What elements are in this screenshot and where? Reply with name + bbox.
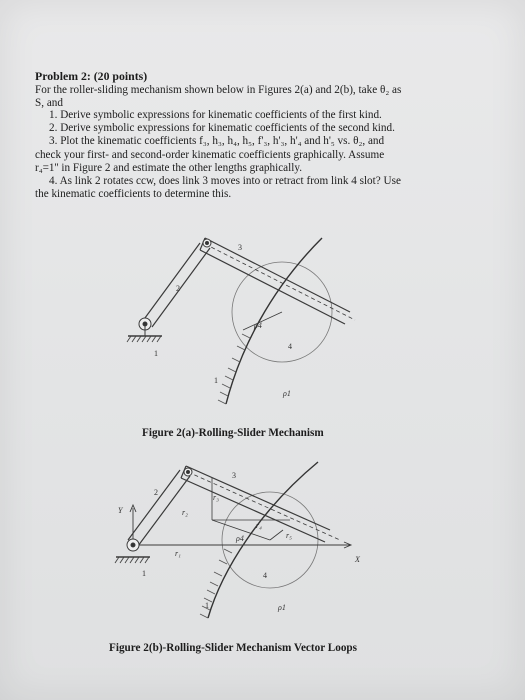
figure-2a-caption: Figure 2(a)-Rolling-Slider Mechanism: [142, 427, 324, 439]
fig-b-label-x: X: [355, 555, 360, 564]
fig-b-label-rho1: ρ1: [278, 603, 286, 612]
item-4-line-2: the kinematic coefficients to determine this.: [35, 188, 232, 201]
fig-a-label-2: 2: [176, 284, 180, 293]
item-4-line-1: 4. As link 2 rotates ccw, does link 3 moves into or retract from link 4 slot? Use: [49, 175, 401, 188]
fig-b-label-4: 4: [263, 571, 267, 580]
fig-b-label-r3: r₃: [213, 493, 219, 502]
fig-b-label-2: 2: [154, 488, 158, 497]
fig-b-label-r2: r₂: [182, 508, 188, 517]
fig-b-label-y: Y: [118, 506, 123, 515]
fig-b-label-3: 3: [232, 471, 236, 480]
intro-line-1: For the roller-sliding mechanism shown below in Figures 2(a) and 2(b), take θ₂ as: [35, 84, 402, 96]
problem-title: Problem 2: (20 points): [35, 69, 148, 83]
fig-b-label-rho4: ρ4: [236, 534, 244, 543]
fig-a-label-rho1: ρ1: [283, 389, 291, 398]
item-2-line-1: 2. Derive symbolic expressions for kinematic coefficients of the second kind.: [49, 122, 395, 135]
fig-b-label-r4: r₄: [256, 521, 262, 530]
fig-b-label-1b: 1: [205, 601, 209, 610]
ground-curve-b: [208, 462, 318, 618]
fig-a-label-rho4: ρ4: [254, 321, 262, 330]
item-3-line-2: check your first- and second-order kinematic coefficients graphically. Assume: [35, 148, 385, 161]
fig-b-label-r1: r₁: [175, 549, 181, 558]
figure-2b-caption: Figure 2(b)-Rolling-Slider Mechanism Vector Loops: [109, 642, 357, 654]
item-3-line-1: 3. Plot the kinematic coefficients f₃, h₃, h₄, h₅, f'₃, h'₃, h'₄ and h'₅ vs. θ₂, and: [49, 135, 385, 148]
fig-a-label-1b: 1: [214, 376, 218, 385]
fig-b-label-r5: r₅: [286, 531, 292, 540]
fig-b-label-1: 1: [142, 569, 146, 578]
fig-a-label-1: 1: [154, 349, 158, 358]
ground-curve-hatch-a: [218, 334, 250, 404]
item-1-line-1: 1. Derive symbolic expressions for kinematic coefficients of the first kind.: [49, 109, 382, 121]
item-3-line-3: r₄=1'' in Figure 2 and estimate the other lengths graphically.: [35, 161, 303, 174]
intro-line-2: S, and: [35, 97, 63, 110]
fig-a-label-3: 3: [238, 243, 242, 252]
fig-a-label-4: 4: [288, 342, 292, 351]
